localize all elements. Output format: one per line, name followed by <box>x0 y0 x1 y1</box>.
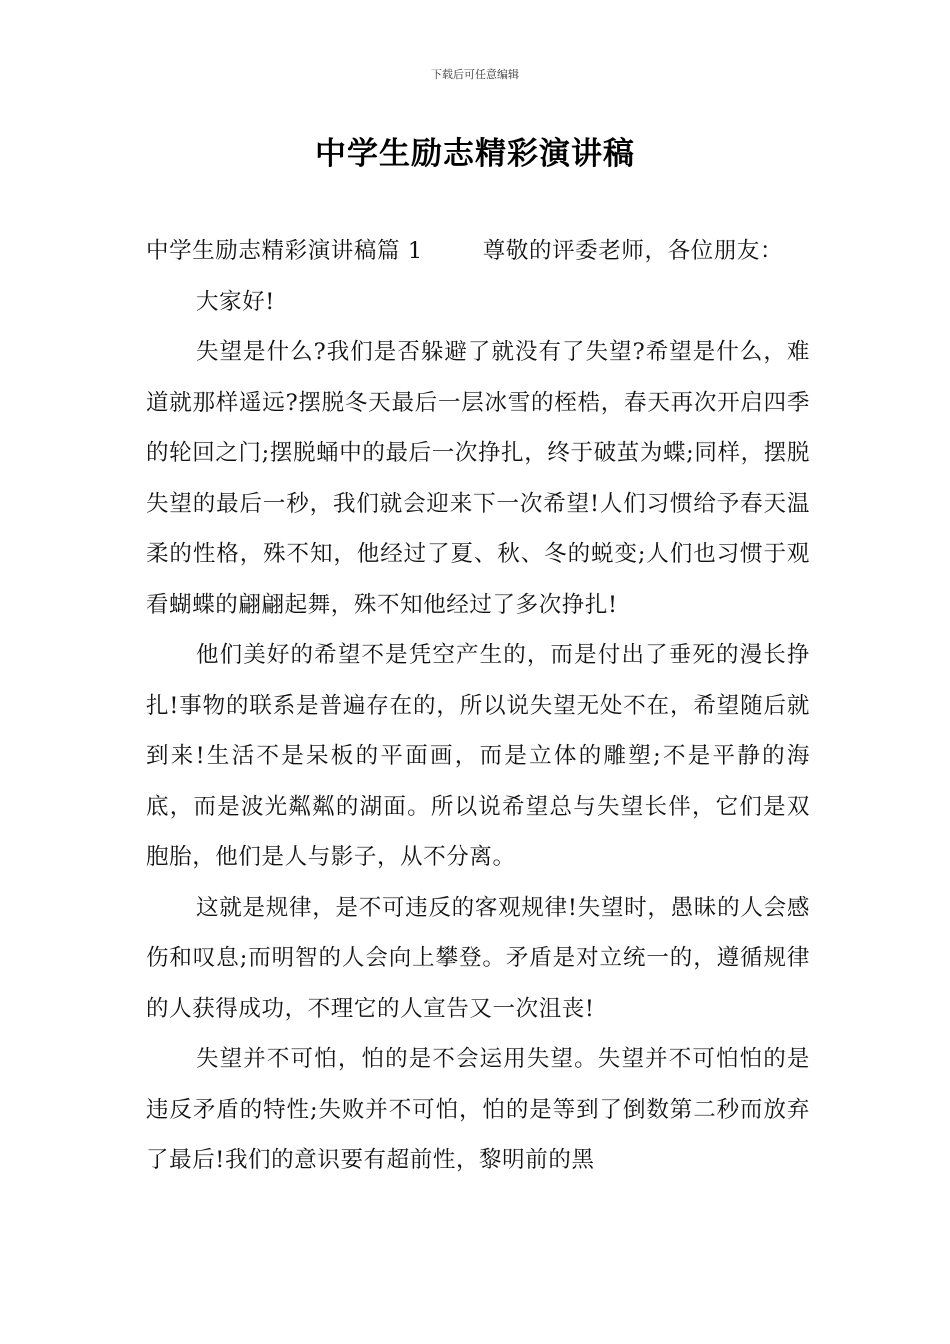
greeting: 大家好! <box>196 288 275 315</box>
paragraph: 他们美好的希望不是凭空产生的，而是付出了垂死的漫长挣扎!事物的联系是普遍存在的，所以说失望无处不在，希望随后就到来!生活不是呆板的平面画，而是立体的雕塑;不是平静的海底，而是波光粼粼的湖面。所以说希望总与失望长伴，它们是双胞胎，他们是人与影子，从不分离。 <box>146 642 810 870</box>
paragraph: 失望并不可怕，怕的是不会运用失望。失望并不可怕怕的是违反矛盾的特性;失败并不可怕，怕的是等到了倒数第二秒而放弃了最后!我们的意识要有超前性，黎明前的黑 <box>146 1046 810 1173</box>
document-title: 中学生励志精彩演讲稿 <box>315 136 635 172</box>
opening-line <box>146 226 810 277</box>
paragraph: 这就是规律，是不可违反的客观规律!失望时，愚昧的人会感伤和叹息;而明智的人会向上攀登。矛盾是对立统一的，遵循规律的人获得成功，不理它的人宣告又一次沮丧! <box>146 894 810 1022</box>
header-note: 下载后可任意编辑 <box>431 68 519 81</box>
document-body <box>146 226 810 1186</box>
salutation: 尊敬的评委老师，各位朋友： <box>482 238 784 264</box>
paragraph: 失望是什么?我们是否躲避了就没有了失望?希望是什么，难道就那样遥远?摆脱冬天最后一层冰雪的桎梏，春天再次开启四季的轮回之门;摆脱蛹中的最后一次挣扎，终于破茧为蝶;同样，摆脱失望的最后一秒，我们就会迎来下一次希望!人们习惯给予春天温柔的性格，殊不知，他经过了夏、秋、冬的蜕变;人们也习惯于观看蝴蝶的翩翩起舞，殊不知他经过了多次挣扎! <box>146 339 810 618</box>
section-label: 中学生励志精彩演讲稿篇 1 <box>146 238 423 264</box>
